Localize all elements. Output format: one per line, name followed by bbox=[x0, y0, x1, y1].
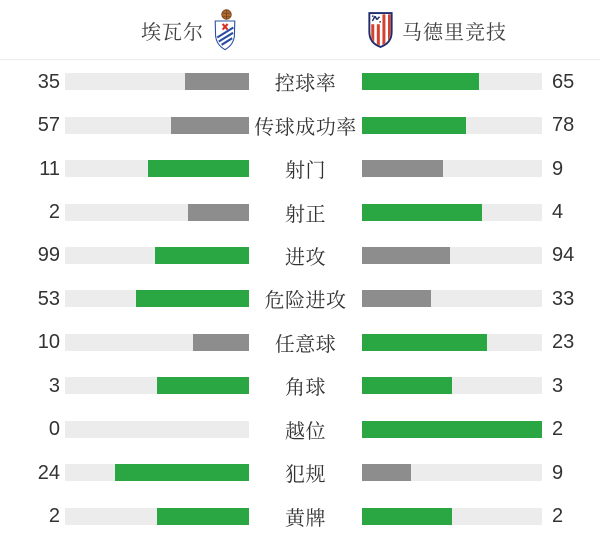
away-bar-fill bbox=[362, 508, 452, 525]
away-value: 94 bbox=[552, 244, 575, 267]
home-team-header bbox=[141, 0, 237, 60]
away-bar-fill bbox=[362, 464, 411, 481]
away-bar-track bbox=[362, 377, 542, 394]
away-bar-fill bbox=[362, 421, 542, 438]
eibar-badge-icon bbox=[213, 9, 237, 51]
stat-label: 控球率 bbox=[274, 73, 337, 96]
home-bar-fill bbox=[136, 290, 249, 307]
away-value: 2 bbox=[552, 418, 564, 441]
away-bar-fill bbox=[362, 117, 466, 134]
stat-row bbox=[0, 190, 600, 233]
away-bar-fill bbox=[362, 247, 450, 264]
stat-row bbox=[0, 277, 600, 320]
away-value: 4 bbox=[552, 201, 564, 224]
stat-label: 越位 bbox=[285, 420, 326, 443]
home-value: 57 bbox=[37, 114, 60, 137]
home-bar-fill bbox=[157, 508, 249, 525]
away-bar-track bbox=[362, 290, 542, 307]
home-value: 24 bbox=[37, 461, 60, 484]
stat-row bbox=[0, 494, 600, 537]
away-bar-track bbox=[362, 508, 542, 525]
away-value: 9 bbox=[552, 157, 564, 180]
stat-row bbox=[0, 451, 600, 494]
away-bar-fill bbox=[362, 377, 452, 394]
home-value: 11 bbox=[39, 157, 60, 180]
home-bar-track bbox=[65, 508, 249, 525]
home-bar-track bbox=[65, 204, 249, 221]
away-value: 65 bbox=[552, 70, 575, 93]
away-bar-track bbox=[362, 247, 542, 264]
home-value: 0 bbox=[48, 418, 60, 441]
stat-label: 进攻 bbox=[285, 246, 326, 269]
home-value: 53 bbox=[37, 287, 60, 310]
away-value: 9 bbox=[552, 461, 564, 484]
home-bar-track bbox=[65, 377, 249, 394]
stat-row bbox=[0, 321, 600, 364]
stat-row bbox=[0, 103, 600, 146]
home-bar-fill bbox=[155, 247, 249, 264]
match-stats-header bbox=[0, 0, 600, 60]
home-bar-fill bbox=[115, 464, 249, 481]
home-bar-track bbox=[65, 73, 249, 90]
away-bar-fill bbox=[362, 290, 431, 307]
home-bar-track bbox=[65, 334, 249, 351]
stat-label: 危险进攻 bbox=[264, 290, 347, 313]
stat-label: 黄牌 bbox=[285, 507, 326, 530]
home-bar-fill bbox=[193, 334, 249, 351]
stat-label: 任意球 bbox=[274, 333, 337, 356]
home-bar-track bbox=[65, 421, 249, 438]
away-bar-track bbox=[362, 204, 542, 221]
away-bar-fill bbox=[362, 334, 487, 351]
away-value: 3 bbox=[552, 374, 564, 397]
home-bar-track bbox=[65, 160, 249, 177]
home-bar-fill bbox=[148, 160, 249, 177]
stat-row bbox=[0, 408, 600, 451]
away-value: 2 bbox=[552, 505, 564, 528]
stats-comparison-list bbox=[0, 60, 600, 538]
stat-label: 犯规 bbox=[285, 464, 326, 487]
stat-row bbox=[0, 364, 600, 407]
stat-label: 角球 bbox=[285, 377, 326, 400]
away-bar-track bbox=[362, 334, 542, 351]
home-bar-fill bbox=[185, 73, 249, 90]
home-bar-track bbox=[65, 290, 249, 307]
away-bar-track bbox=[362, 421, 542, 438]
home-bar-fill bbox=[188, 204, 249, 221]
away-bar-track bbox=[362, 160, 542, 177]
home-bar-track bbox=[65, 464, 249, 481]
home-value: 10 bbox=[37, 331, 60, 354]
home-team-name: 埃瓦尔 bbox=[141, 21, 204, 44]
away-bar-fill bbox=[362, 160, 443, 177]
home-bar-fill bbox=[157, 377, 249, 394]
home-value: 2 bbox=[48, 505, 60, 528]
away-value: 78 bbox=[552, 114, 575, 137]
stat-label: 传球成功率 bbox=[254, 116, 357, 139]
away-value: 23 bbox=[552, 331, 575, 354]
away-team-name: 马德里竞技 bbox=[402, 21, 507, 44]
away-bar-track bbox=[362, 117, 542, 134]
away-team-header bbox=[368, 0, 507, 60]
home-bar-track bbox=[65, 117, 249, 134]
home-value: 99 bbox=[37, 244, 60, 267]
away-value: 33 bbox=[552, 287, 575, 310]
away-bar-fill bbox=[362, 204, 482, 221]
stat-label: 射正 bbox=[285, 203, 326, 226]
away-bar-track bbox=[362, 464, 542, 481]
home-value: 2 bbox=[48, 201, 60, 224]
stat-row bbox=[0, 234, 600, 277]
home-value: 3 bbox=[48, 374, 60, 397]
stat-row bbox=[0, 60, 600, 103]
stat-label: 射门 bbox=[285, 160, 326, 183]
home-bar-track bbox=[65, 247, 249, 264]
home-value: 35 bbox=[37, 70, 60, 93]
away-bar-track bbox=[362, 73, 542, 90]
stat-row bbox=[0, 147, 600, 190]
home-bar-fill bbox=[171, 117, 249, 134]
away-bar-fill bbox=[362, 73, 479, 90]
atletico-madrid-badge-icon bbox=[368, 11, 393, 49]
